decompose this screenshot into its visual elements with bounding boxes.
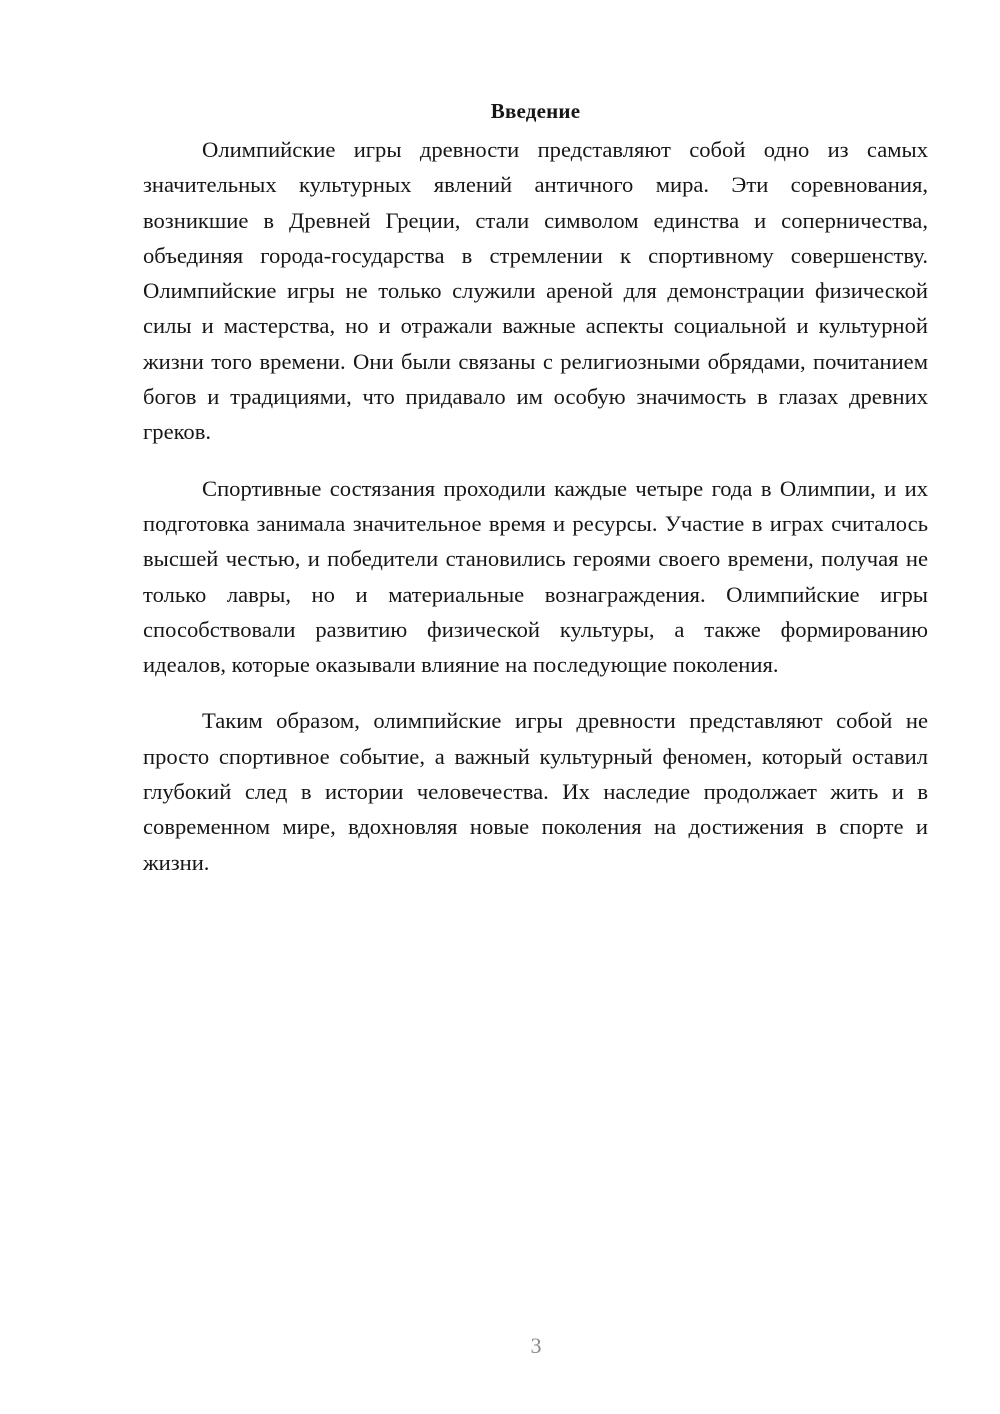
page-number: 3 xyxy=(530,1333,542,1358)
paragraph-2: Спортивные состязания проходили каждые четыре года в Олимпии, и их подготовка занимала значительное время и ресурсы. Участие в играх считалось высшей честью, и победители становились героями своего времени, получая не только лавры, но и материальные вознаграждения. Олимпийские игры способствовали развитию физической культуры, а также формированию идеалов, которые оказывали влияние на последующие поколения. xyxy=(143,475,928,678)
paragraph-1: Олимпийские игры древности представляют собой одно из самых значительных культурных явлений античного мира. Эти соревнования, возникшие в Древней Греции, стали символом единства и соперничества, объединяя города-государства в стремлении к спортивному совершенству. Олимпийские игры не только служили ареной для демонстрации физической силы и мастерства, но и отражали важные аспекты социальной и культурной жизни того времени. Они были связаны с религиозными обрядами, почитанием богов и традициями, что придавало им особую значимость в глазах древних греков. xyxy=(143,137,928,445)
section-heading: Введение xyxy=(490,99,581,123)
paragraph-3: Таким образом, олимпийские игры древности представляют собой не просто спортивное событие, а важный культурный феномен, который оставил глубокий след в истории человечества. Их наследие продолжает жить и в современном мире, вдохновляя новые поколения на достижения в спорте и жизни. xyxy=(143,708,928,875)
page-body xyxy=(143,96,928,880)
